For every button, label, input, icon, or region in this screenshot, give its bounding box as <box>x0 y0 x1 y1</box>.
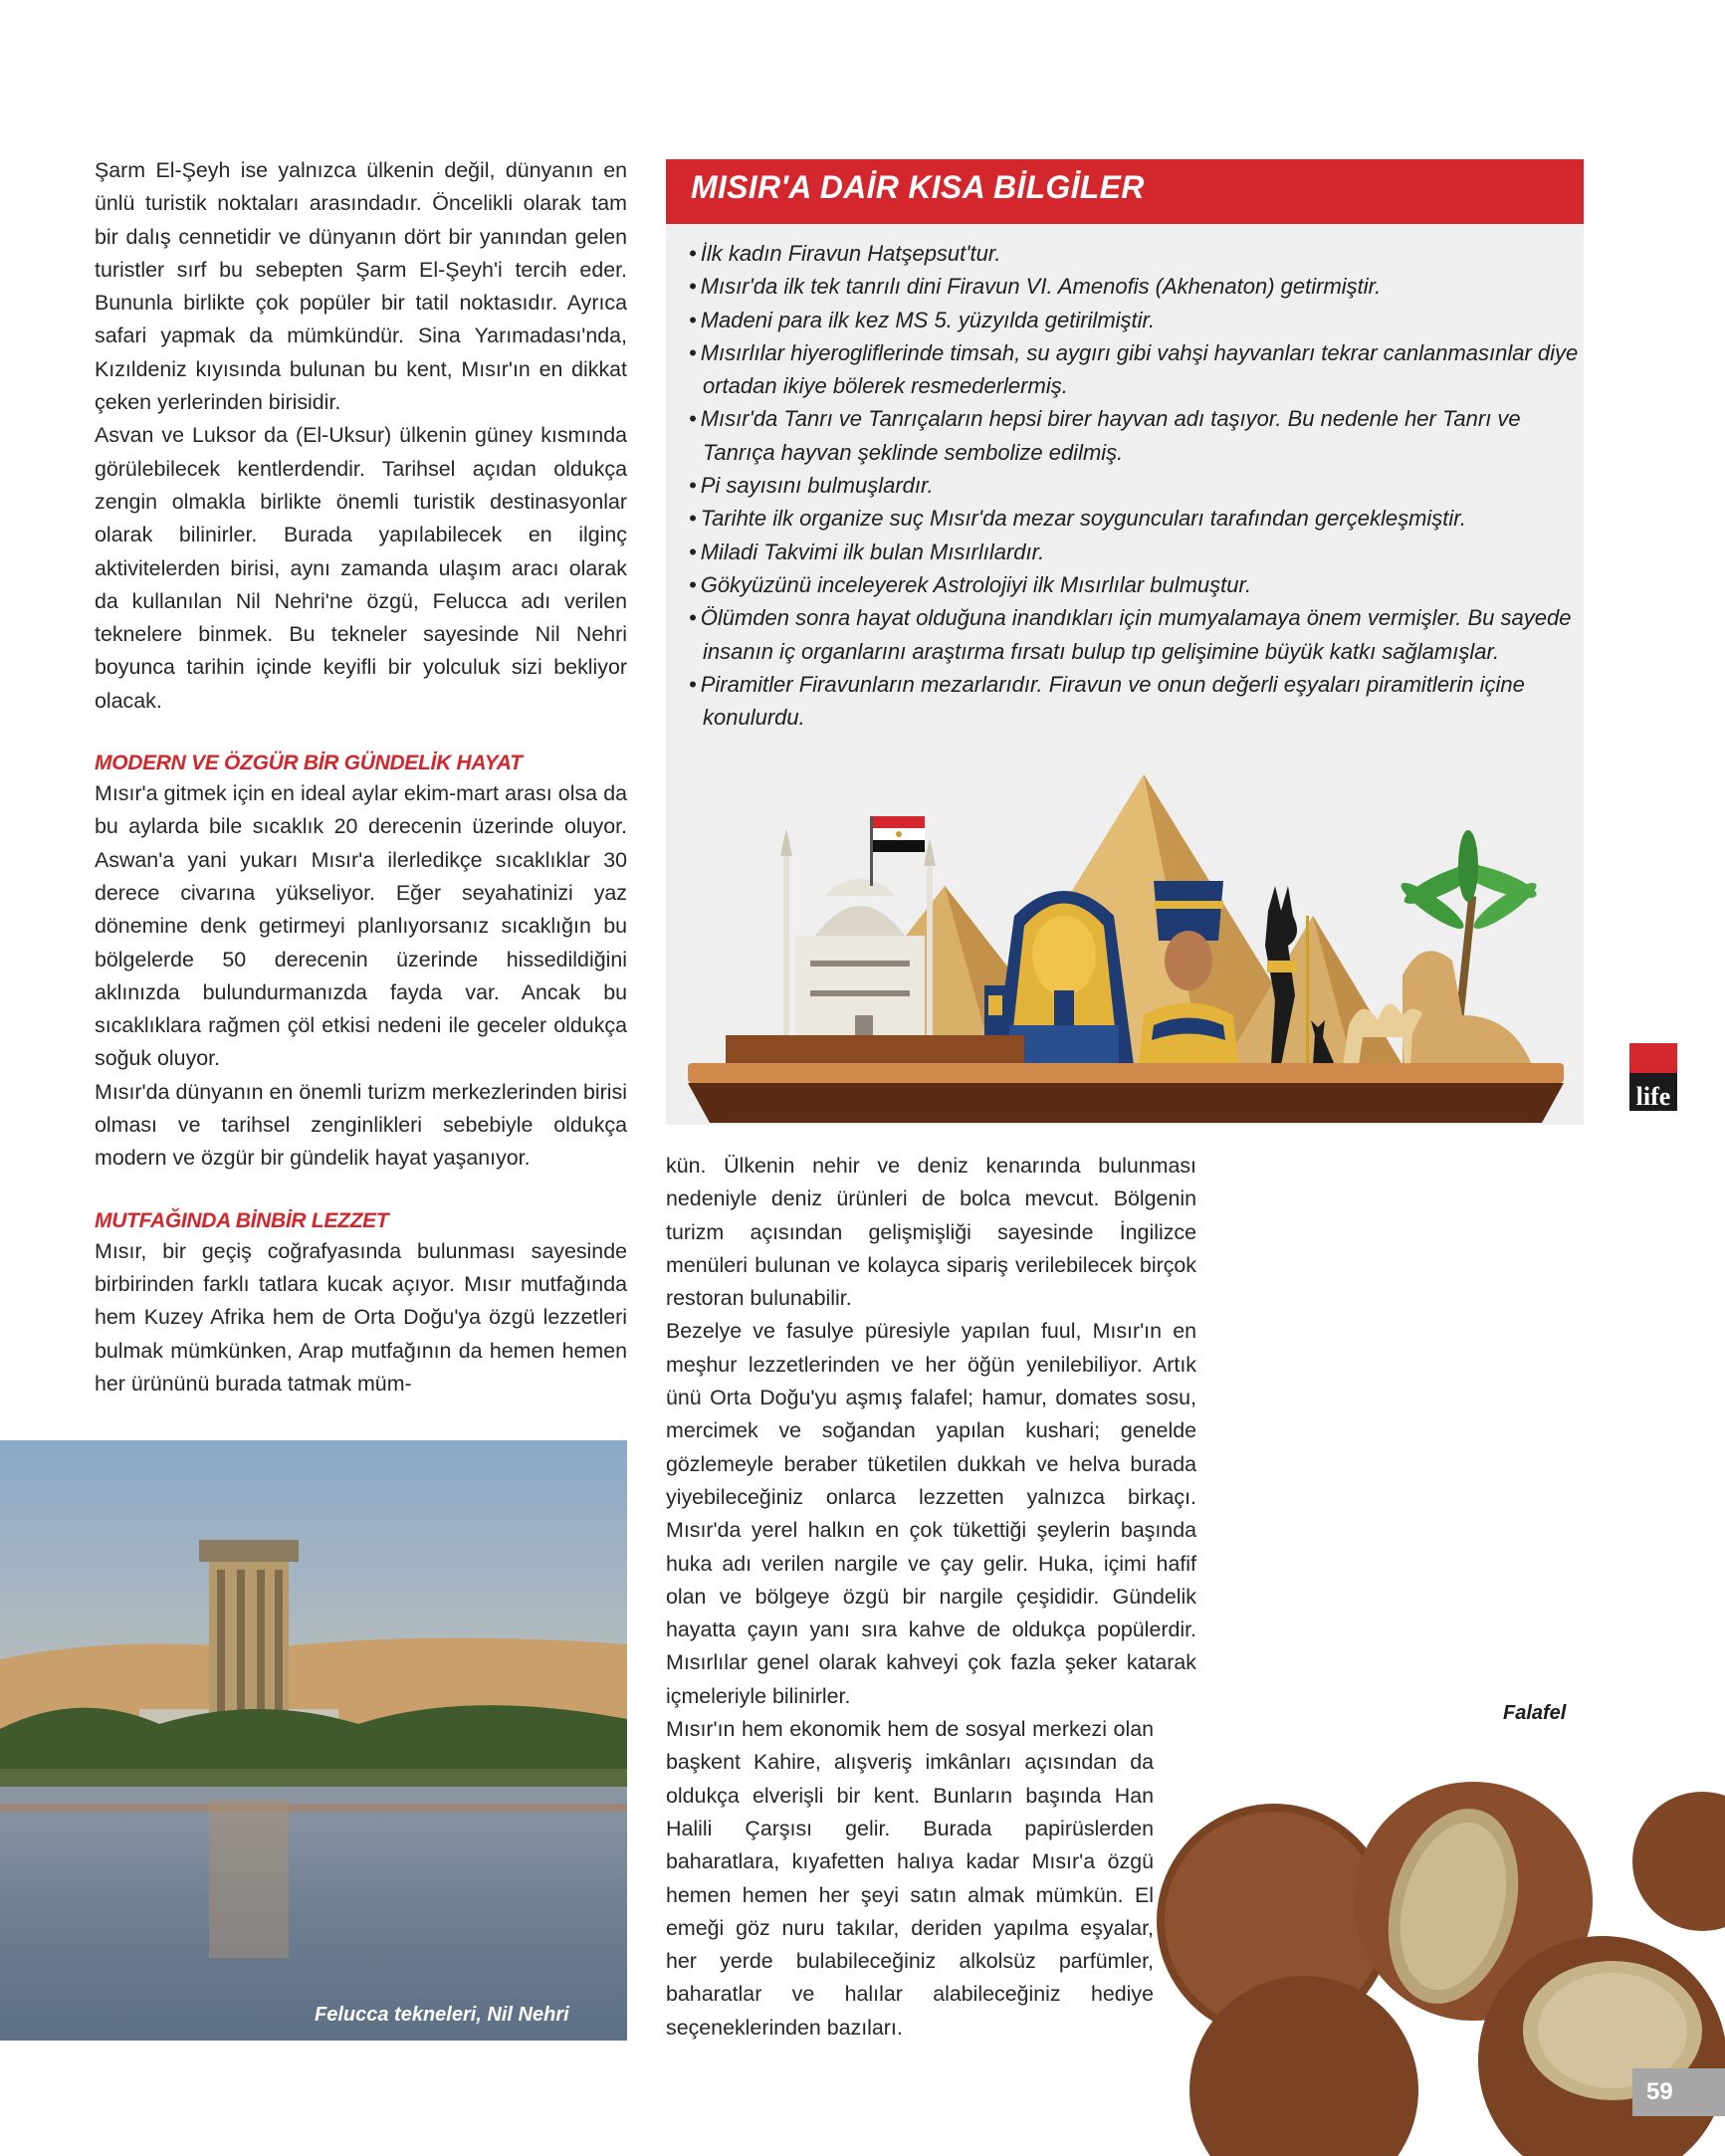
cairo-paragraph: Mısır'ın hem ekonomik hem de sosyal merkezi olan başkent Kahire, alışveriş imkânları açısından da oldukça elverişli bir kent. Bunların başında Han Halili Çarşısı gelir. Burada papirüslerden baharatlara, kıyafetten halıya kadar Mısır'a özgü hemen hemen her şeyi satın almak mümkün. El emeği göz nuru takılar, deriden yapılma eşyalar, her yerde bulabileceğiniz alkolsüz parfümler, baharatlar ve halılar alabileceğiniz hediye seçeneklerinden bazıları. <box>666 1717 1154 2040</box>
fact-item: • Piramitler Firavunların mezarlarıdır. Firavun ve onun değerli eşyaları piramitlerin içine konulurdu. <box>683 668 1579 735</box>
modern-life-paragraph-2: Mısır'da dünyanın en önemli turizm merkezlerinden birisi olması ve tarihsel zenginlikleri sebebiyle oldukça modern ve özgür bir gündelik hayat yaşanıyor. <box>95 1079 627 1171</box>
falafel-caption: Falafel <box>1503 1702 1567 1724</box>
fact-item: • Ölümden sonra hayat olduğuna inandıkları için mumyalamaya önem vermişler. Bu sayede insanın iç organlarını araştırma fırsatı bulup tıp gelişimine büyük katkı sağlamışlar. <box>683 601 1579 668</box>
cuisine-paragraph: Mısır, bir geçiş coğrafyasında bulunması sayesinde birbirinden farklı tatlara kucak açıyor. Mısır mutfağında hem Kuzey Afrika hem de Orta Doğu'ya özgü lezzetleri bulmak mümkünken, Arap mutfağının da hemen hemen her ürününü burada tatmak müm- <box>95 1238 627 1396</box>
facts-list <box>683 237 1579 734</box>
fact-item: • Mısırlılar hiyerogliflerinde timsah, su aygırı gibi vahşi hayvanları tekrar canlanmasınlar diye ortadan ikiye bölerek resmederlermiş. <box>683 336 1579 403</box>
fact-item: • Miladi Takvimi ilk bulan Mısırlılardır. <box>683 536 1579 568</box>
fact-item: • Tarihte ilk organize suç Mısır'da mezar soyguncuları tarafından gerçekleşmiştir. <box>683 502 1579 535</box>
egypt-flag-icon <box>870 816 925 886</box>
section-heading-cuisine: MUTFAĞINDA BİNBİR LEZZET <box>95 1208 389 1232</box>
egypt-illustration <box>666 766 1584 1125</box>
nile-photo-caption: Felucca tekneleri, Nil Nehri <box>315 2004 569 2026</box>
fact-item: • Gökyüzünü inceleyerek Astrolojiyi ilk Mısırlılar bulmuştur. <box>683 568 1579 601</box>
fact-item: • Madeni para ilk kez MS 5. yüzyılda getirilmiştir. <box>683 304 1579 336</box>
food-paragraph: Bezelye ve fasulye püresiyle yapılan fuul, Mısır'ın en meşhur lezzetlerinden ve her öğün yenilebiliyor. Artık ünü Orta Doğu'yu aşmış falafel; hamur, domates sosu, mercimek ve soğandan yapılan kushari; genelde gözlemeyle beraber tüketilen dukkah ve helva burada yiyebileceğiniz onlarca lezzetten yalnızca birkaçı. Mısır'da yerel halkın en çok tükettiği şeylerin başında huka adı verilen nargile ve çay gelir. Huka, içimi hafif olan ve bölgeye özgü bir nargile çeşididir. Gündelik hayatta çayın yanı sıra kahve de oldukça popülerdir. Mısırlılar genel olarak kahveyi çok fazla şeker katarak içmeleriyle bilinirler. <box>666 1319 1196 1708</box>
intro-paragraph-1: Şarm El-Şeyh ise yalnızca ülkenin değil, dünyanın en ünlü turistik noktaları arasındadır. Öncelikli olarak tam bir dalış cennetidir ve dünyanın dört bir yanından gelen turistler sırf bu sebepten Şarm El-Şeyh'i tercih eder. Bununla birlikte çok popüler bir tatil noktasıdır. Ayrıca safari yapmak da mümkündür. Sina Yarımadası'nda, Kızıldeniz kıyısında bulunan bu kent, Mısır'ın en dikkat çeken yerlerinden birisidir. <box>95 158 627 415</box>
right-column <box>666 1150 1196 2045</box>
logo-text: life <box>1635 1082 1671 1111</box>
display-shelf-top <box>688 1063 1564 1083</box>
nile-felucca-photo <box>0 1440 627 2041</box>
fact-item: • Pi sayısını bulmuşlardır. <box>683 469 1579 502</box>
cuisine-paragraph-2: kün. Ülkenin nehir ve deniz kenarında bulunması nedeniyle deniz ürünleri de bolca mevcut. Bölgenin turizm açısından gelişmişliği sayesinde İngilizce menüleri bulunan ve kolayca sipariş verilebilecek birçok restoran bulunabilir. <box>666 1154 1196 1311</box>
fact-item: • İlk kadın Firavun Hatşepsut'tur. <box>683 237 1579 270</box>
info-box-title: MISIR'A DAİR KISA BİLGİLER <box>691 169 1145 205</box>
fact-item: • Mısır'da ilk tek tanrılı dini Firavun VI. Amenofis (Akhenaton) getirmiştir. <box>683 270 1579 303</box>
hieroglyph-plaque <box>726 1035 1024 1065</box>
mosque-icon <box>780 828 936 1055</box>
nile-river <box>0 1787 627 2041</box>
fact-item: • Mısır'da Tanrı ve Tanrıçaların hepsi birer hayvan adı taşıyor. Bu nedenle her Tanrı ve Tanrıça hayvan şeklinde sembolize edilmiş. <box>683 402 1579 469</box>
page-number: 59 <box>1632 2068 1725 2116</box>
left-column <box>95 154 627 1401</box>
section-heading-modern-life: MODERN VE ÖZGÜR BİR GÜNDELİK HAYAT <box>95 752 523 775</box>
modern-life-paragraph-1: Mısır'a gitmek için en ideal aylar ekim-mart arası olsa da bu aylarda bile sıcaklık 20 derecenin üzerinde oluyor. Aswan'a yani yukarı Mısır'a ilerledikçe sıcaklıklar 30 derece civarına yükseliyor. Eğer seyahatinizi yaz dönemine denk getirmeyi planlıyorsanız sıcaklığın bu bölgelerde 50 derecenin üzerinde hissedildiğini aklınızda bulundurmanızda fayda var. Ancak bu sıcaklıklara rağmen çöl etkisi nedeni ile geceler oldukça soğuk oluyor. <box>95 781 627 1071</box>
intro-paragraph-2: Asvan ve Luksor da (El-Uksur) ülkenin güney kısmında görülebilecek kentlerdendir. Tarihsel açıdan oldukça zengin olmakla birlikte önemli turistik destinasyonlar olarak bilinirler. Burada yapılabilecek en ilginç aktivitelerden birisi, aynı zamanda ulaşım aracı olarak da kullanılan Nil Nehri'ne özgü, Felucca adı verilen teknelere binmek. Bu tekneler sayesinde Nil Nehri boyunca tarihin içinde keyifli bir yolculuk sizi bekliyor olacak. <box>95 423 627 713</box>
life-logo <box>1629 1043 1677 1111</box>
display-shelf-base <box>688 1083 1564 1123</box>
